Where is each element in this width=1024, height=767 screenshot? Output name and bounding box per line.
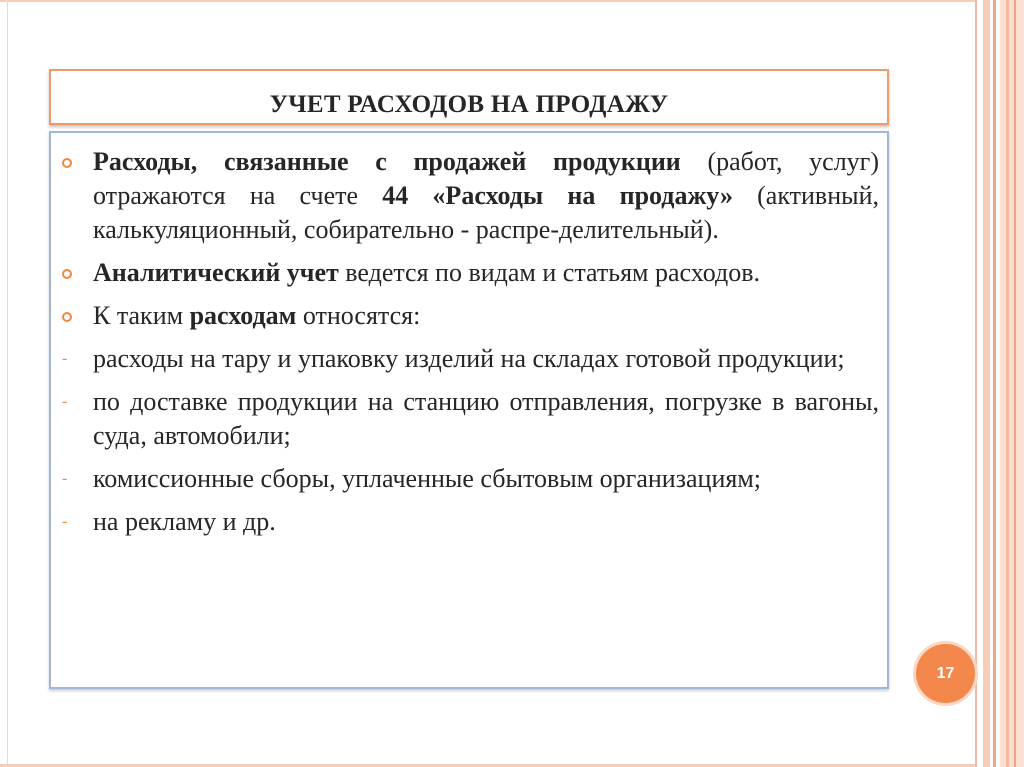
decor-stripe [993, 0, 996, 767]
content-box [49, 131, 889, 689]
dash-bullet-icon: - [62, 393, 68, 410]
dash-item [62, 505, 879, 539]
item-bold-text: Аналитический учет [93, 258, 339, 287]
item-bold-text: 44 «Расходы на продажу» [382, 181, 733, 210]
item-text: расходы на тару и упаковку изделий на складах готовой продукции; [93, 344, 845, 373]
decor-stripe [1000, 0, 1024, 767]
dash-item [62, 385, 879, 453]
item-text: (работ, услуг) отражаются на счете [93, 147, 880, 210]
bullet-item [93, 145, 879, 247]
slide-title: УЧЕТ РАСХОДОВ НА ПРОДАЖУ [269, 91, 669, 118]
title-box [49, 69, 889, 125]
bullet-item [93, 299, 879, 333]
item-text: по доставке продукции на станцию отправления, погрузке в вагоны, суда, автомобили; [93, 387, 879, 450]
item-bold-text: Расходы, связанные с продажей продукции [93, 147, 681, 176]
item-text: К таким [93, 301, 190, 330]
item-bold-text: расходам [189, 301, 297, 330]
item-text: (активный, калькуляционный, собирательно - распре-делительный). [93, 181, 879, 244]
page-number-badge: 17 [916, 644, 975, 703]
dash-bullet-icon: - [62, 513, 68, 530]
item-text: комиссионные сборы, уплаченные сбытовым организациям; [93, 464, 761, 493]
ring-bullet-icon [62, 269, 72, 279]
dash-bullet-icon: - [62, 470, 68, 487]
decor-stripe [975, 0, 977, 767]
item-text: относятся: [296, 301, 421, 330]
decor-stripe [983, 0, 990, 767]
dash-item [62, 462, 879, 496]
decor-stripe [1014, 0, 1016, 767]
ring-bullet-icon [62, 158, 72, 168]
dash-bullet-icon: - [62, 350, 68, 367]
ring-bullet-icon [62, 312, 72, 322]
item-text: ведется по видам и статьям расходов. [338, 258, 761, 287]
item-text: на рекламу и др. [93, 507, 276, 536]
bullet-item [93, 256, 879, 290]
decor-stripe [1006, 0, 1009, 767]
frame-left-line [7, 0, 8, 767]
dash-item [62, 342, 879, 376]
frame-top-line [0, 0, 975, 2]
